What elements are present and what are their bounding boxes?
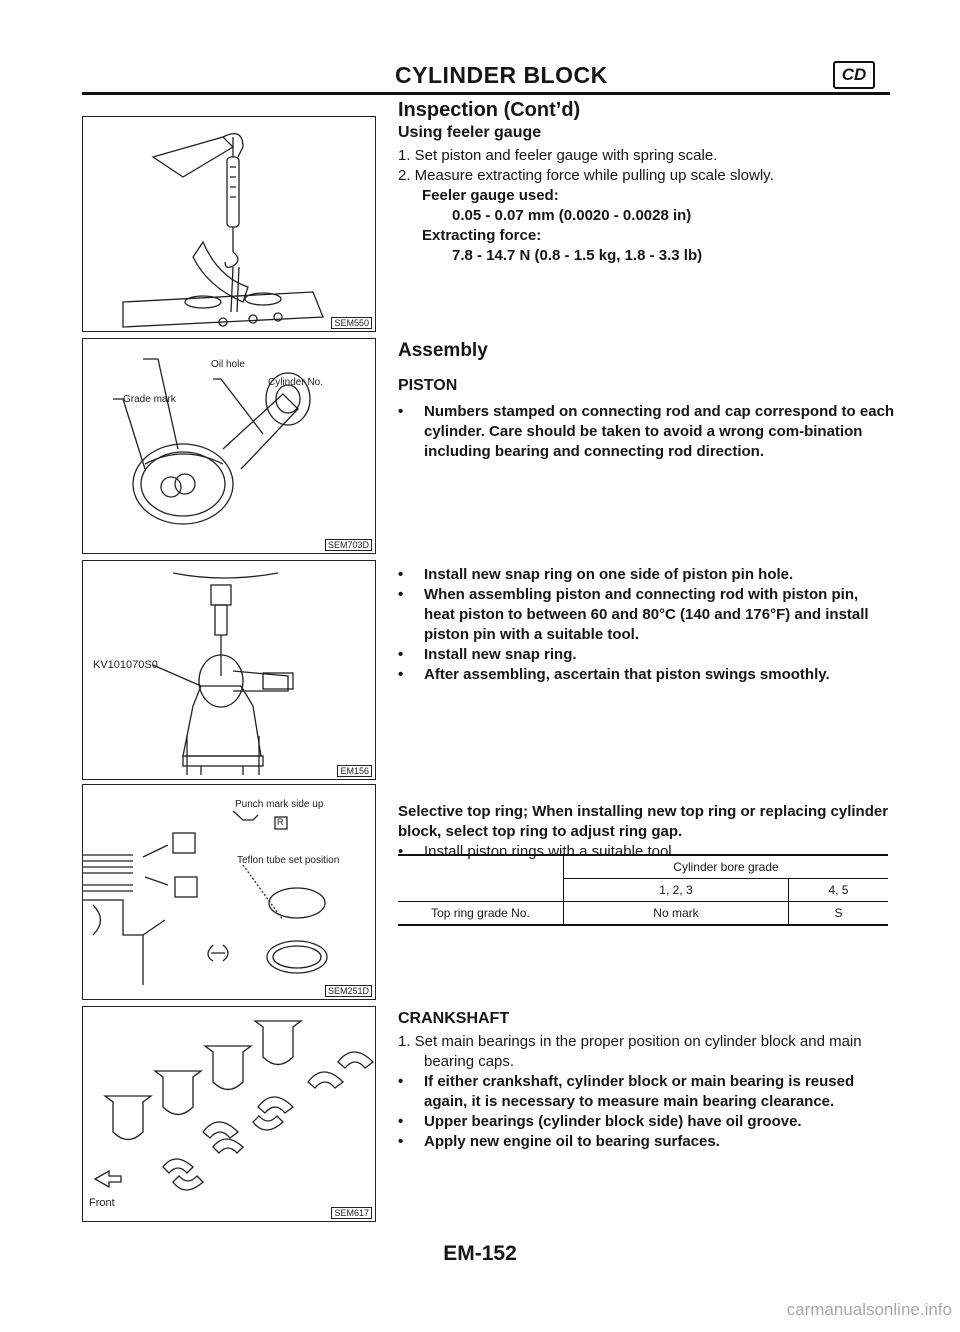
bullet-marker: • bbox=[398, 1073, 404, 1090]
figure-code: SEM251D bbox=[325, 985, 372, 997]
table-cell bbox=[398, 879, 564, 902]
bullet-marker: • bbox=[398, 646, 404, 663]
force-value: 7.8 - 14.7 N (0.8 - 1.5 kg, 1.8 - 3.3 lb) bbox=[452, 247, 703, 264]
pin-bullet-text: Install new snap ring on one side of piston pin hole. bbox=[424, 566, 794, 583]
crankshaft-bullet-text: If either crankshaft, cylinder block or main bearing is reused again, it is necessary to measure main bearing clearance. bbox=[424, 1073, 855, 1110]
table-row bbox=[398, 855, 888, 879]
bullet-marker: • bbox=[398, 1133, 404, 1150]
pin-bullet bbox=[398, 565, 888, 585]
crankshaft-heading: CRANKSHAFT bbox=[398, 1010, 510, 1027]
feeler-step-2: 2. Measure extracting force while pulling up scale slowly. bbox=[398, 167, 774, 184]
piston-rod-illustration bbox=[83, 339, 375, 553]
table-cell bbox=[398, 855, 564, 879]
grade-mark-label: Grade mark bbox=[123, 394, 176, 405]
bullet-marker: • bbox=[398, 403, 404, 420]
page-title: CYLINDER BLOCK bbox=[395, 62, 608, 88]
piston-heading: PISTON bbox=[398, 377, 458, 394]
pin-bullet-text: Install new snap ring. bbox=[424, 646, 577, 663]
table-cell: 1, 2, 3 bbox=[564, 879, 789, 902]
table-row bbox=[398, 902, 888, 926]
crankshaft-bullet bbox=[398, 1072, 890, 1112]
bearings-illustration bbox=[83, 1007, 375, 1221]
page-number: EM-152 bbox=[443, 1242, 517, 1265]
table-cell: 4, 5 bbox=[788, 879, 888, 902]
r-mark-label: R bbox=[277, 817, 284, 827]
header-rule bbox=[82, 92, 890, 95]
feeler-step-1: 1. Set piston and feeler gauge with spring scale. bbox=[398, 147, 718, 164]
pin-bullet-list bbox=[398, 565, 888, 685]
table-cell: S bbox=[788, 902, 888, 926]
watermark: carmanualsonline.info bbox=[786, 1300, 952, 1319]
figure-spring-scale bbox=[82, 116, 376, 332]
figure-code: SEM550 bbox=[331, 317, 372, 329]
figure-piston-pin-press bbox=[82, 560, 376, 780]
section-subtitle: Inspection (Cont’d) bbox=[398, 99, 581, 121]
figure-main-bearings bbox=[82, 1006, 376, 1222]
bullet-marker: • bbox=[398, 666, 404, 683]
crankshaft-bullet bbox=[398, 1112, 890, 1132]
gauge-value: 0.05 - 0.07 mm (0.0020 - 0.0028 in) bbox=[452, 207, 692, 224]
cylinder-no-label: Cylinder No. bbox=[268, 377, 324, 388]
crankshaft-bullet-text: Upper bearings (cylinder block side) have oil groove. bbox=[424, 1113, 802, 1130]
crankshaft-bullet bbox=[398, 1132, 890, 1152]
selective-note: Selective top ring; When installing new top ring or replacing cylinder block, select top ring to adjust ring gap. bbox=[398, 803, 889, 840]
tool-number-label: KV101070S0 bbox=[93, 659, 158, 671]
force-label: Extracting force: bbox=[422, 227, 542, 244]
crankshaft-bullet-text: Apply new engine oil to bearing surfaces. bbox=[424, 1133, 720, 1150]
pin-bullet-text: After assembling, ascertain that piston swings smoothly. bbox=[424, 666, 830, 683]
bullet-marker: • bbox=[398, 1113, 404, 1130]
rings-illustration bbox=[83, 785, 375, 999]
crankshaft-bullet-list bbox=[398, 1072, 890, 1152]
punch-mark-label: Punch mark side up bbox=[235, 799, 324, 810]
table-cell: No mark bbox=[564, 902, 789, 926]
spring-scale-illustration bbox=[83, 117, 375, 331]
piston-bullet-text: Numbers stamped on connecting rod and cap correspond to each cylinder. Care should be taken to avoid a wrong com-bination including bearing and connecting rod direction. bbox=[424, 403, 895, 460]
bullet-marker: • bbox=[398, 843, 404, 860]
pin-bullet bbox=[398, 665, 888, 685]
table-cell: Top ring grade No. bbox=[398, 902, 564, 926]
figure-piston-rings bbox=[82, 784, 376, 1000]
figure-code: EM156 bbox=[337, 765, 372, 777]
pin-bullet-text: When assembling piston and connecting rod with piston pin, heat piston to between 60 and 80°C (140 and 176°F) and install piston pin with a suitable tool. bbox=[424, 586, 869, 643]
bullet-marker: • bbox=[398, 586, 404, 603]
gauge-label: Feeler gauge used: bbox=[422, 187, 559, 204]
crankshaft-step-1: 1. Set main bearings in the proper position on cylinder block and main bearing caps. bbox=[398, 1033, 862, 1070]
assembly-heading: Assembly bbox=[398, 340, 488, 361]
teflon-tube-label: Teflon tube set position bbox=[237, 855, 340, 866]
pin-bullet bbox=[398, 585, 888, 645]
table-row bbox=[398, 879, 888, 902]
bullet-marker: • bbox=[398, 566, 404, 583]
rings-bullet-text: Install piston rings with a suitable tool. bbox=[424, 843, 676, 860]
figure-piston-rod bbox=[82, 338, 376, 554]
engine-badge: CD bbox=[833, 61, 875, 89]
pin-bullet bbox=[398, 645, 888, 665]
piston-bullet bbox=[398, 402, 914, 462]
ring-grade-table bbox=[398, 854, 888, 926]
figure-code: SEM703D bbox=[325, 539, 372, 551]
oil-hole-label: Oil hole bbox=[211, 359, 245, 370]
feeler-heading: Using feeler gauge bbox=[398, 124, 542, 141]
table-header-cell: Cylinder bore grade bbox=[564, 855, 889, 879]
front-label: Front bbox=[89, 1197, 115, 1209]
figure-code: SEM617 bbox=[331, 1207, 372, 1219]
